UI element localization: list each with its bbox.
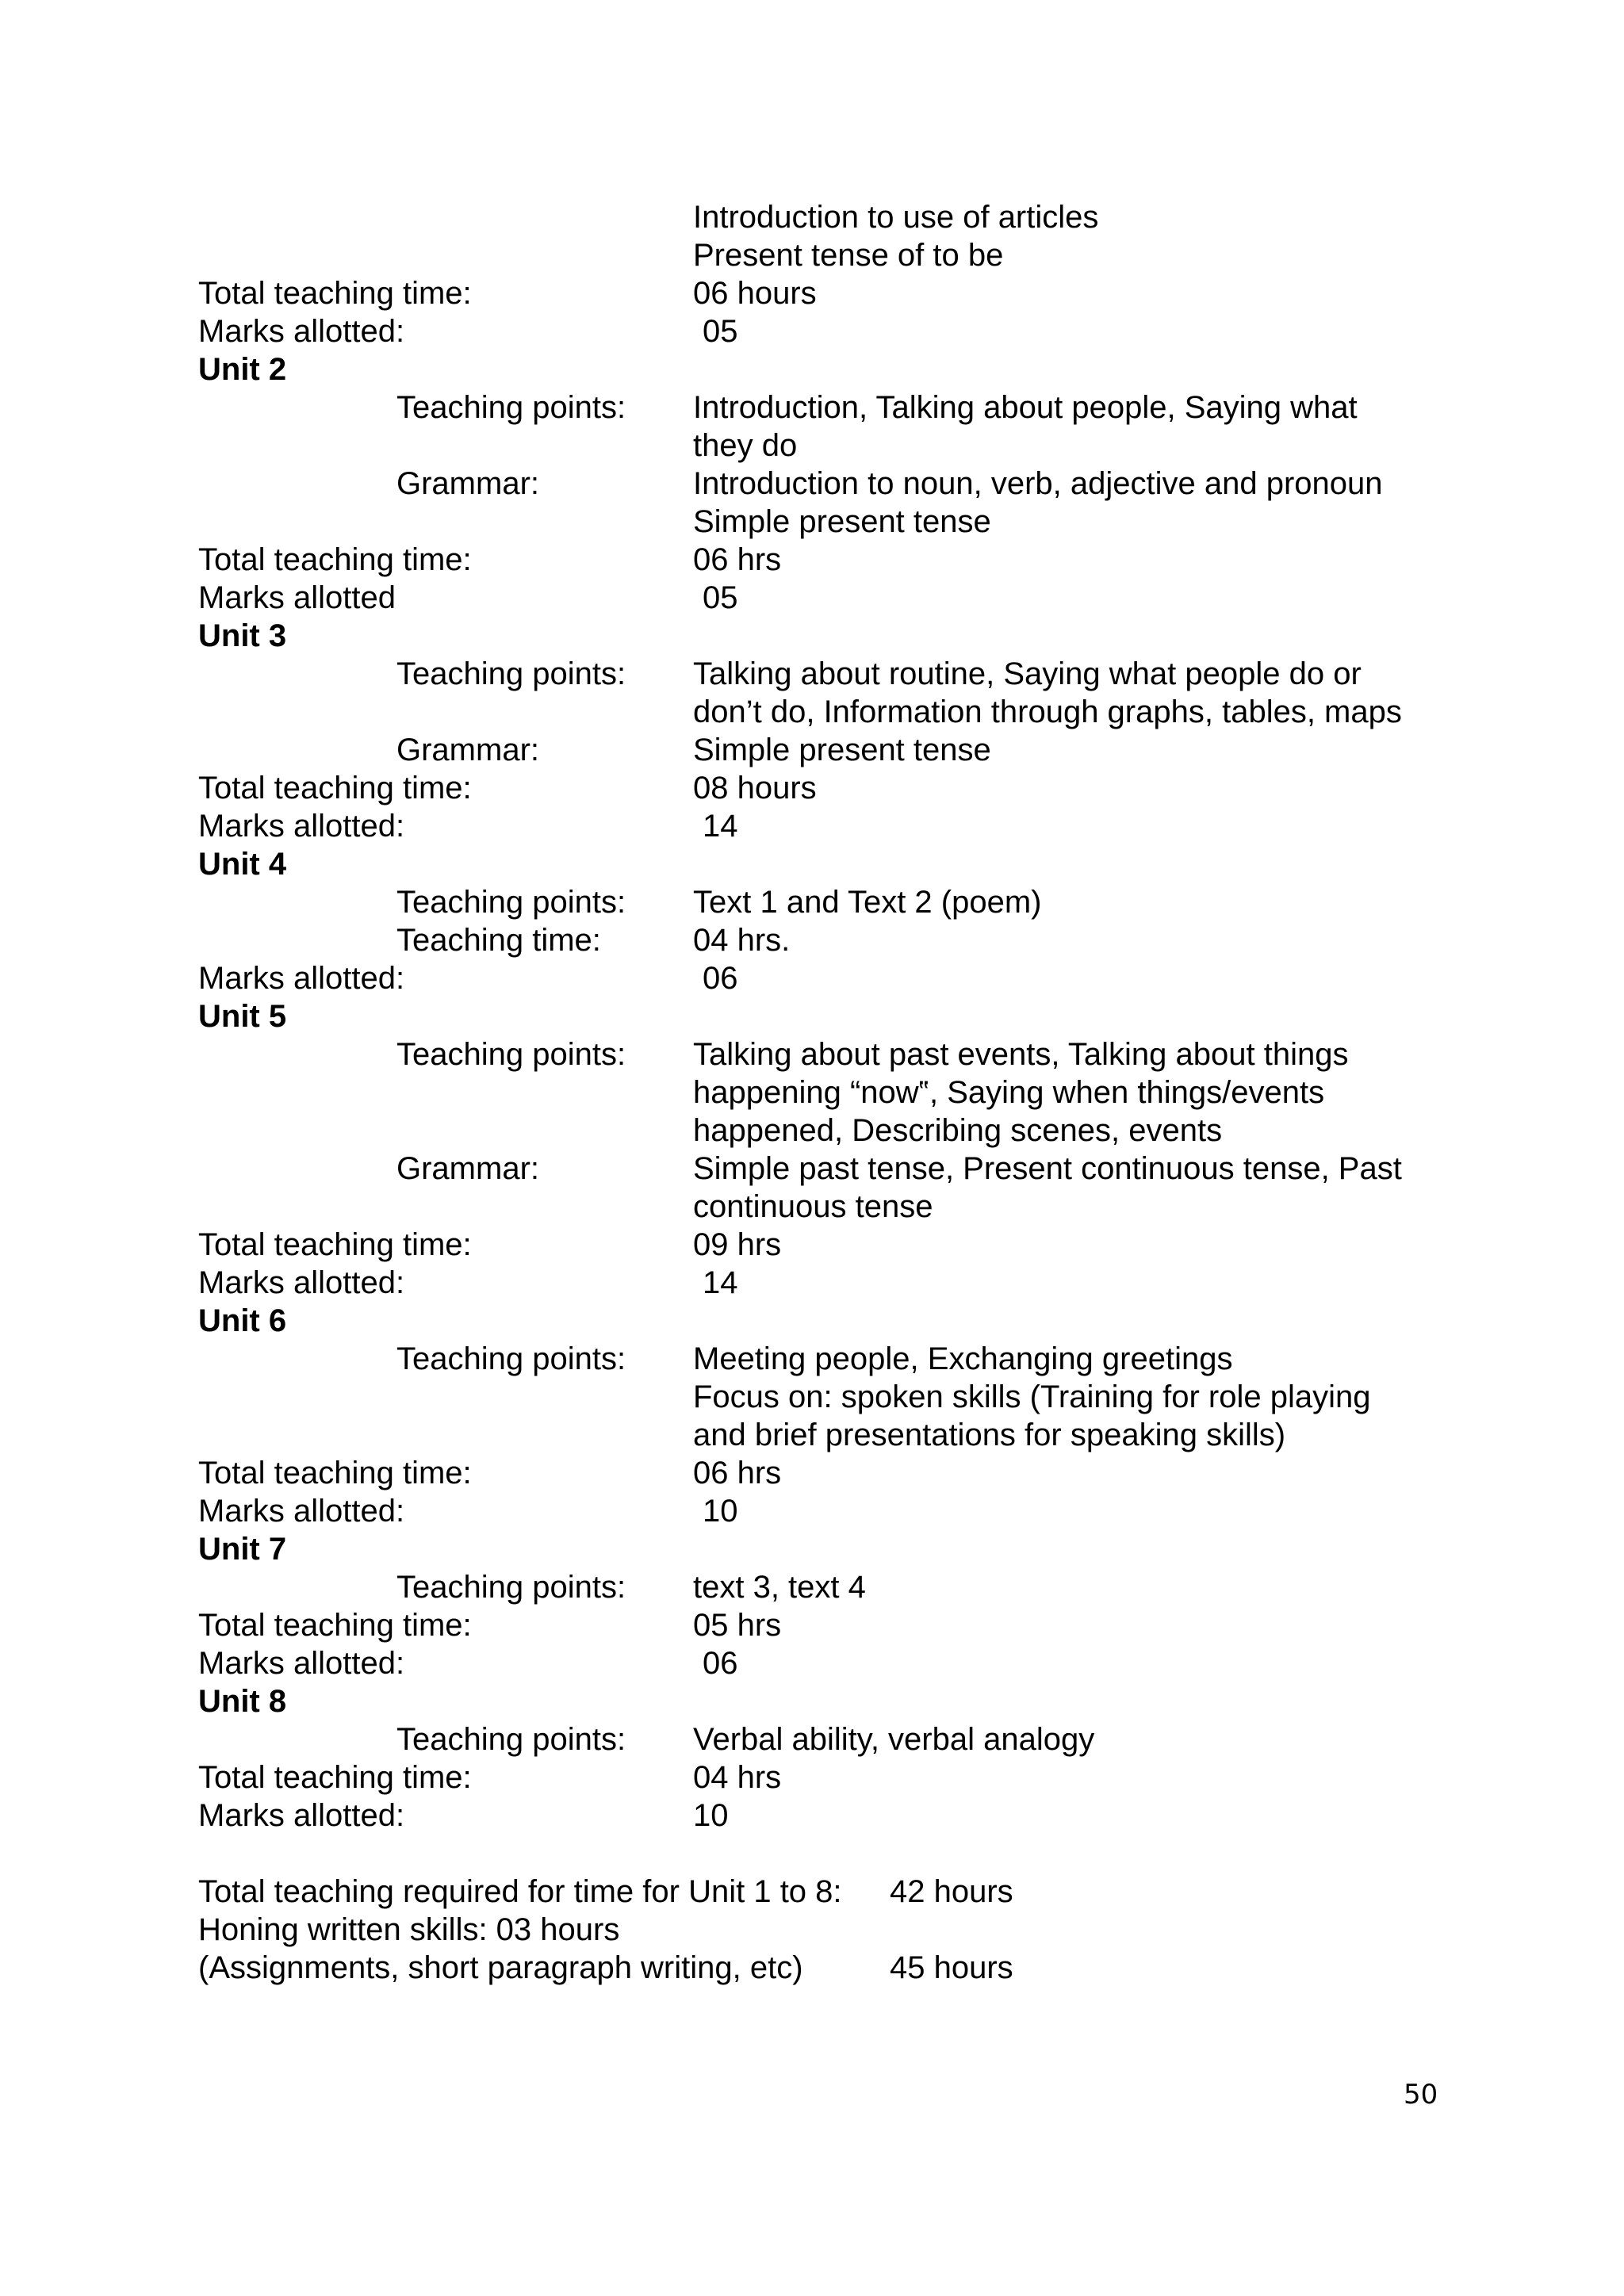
unit5-total-time-row: Total teaching time: 09 hrs — [198, 1227, 782, 1262]
unit1-total-time-row: Total teaching time: 06 hours — [198, 276, 817, 311]
unit4-teaching-points-row: Teaching points: Text 1 and Text 2 (poem) — [396, 885, 1042, 920]
unit6-teaching-points-row: Teaching points: Meeting people, Exchanging greetings — [396, 1341, 1233, 1376]
unit8-total-time-row: Total teaching time: 04 hrs — [198, 1760, 782, 1795]
unit6-teaching-points-cont-2: and brief presentations for speaking skills) — [693, 1418, 1286, 1452]
unit6-total-time-row: Total teaching time: 06 hrs — [198, 1456, 782, 1490]
unit3-teaching-points-cont: don’t do, Information through graphs, tables, maps — [693, 695, 1402, 729]
unit2-marks-row: Marks allotted 05 — [198, 580, 738, 615]
summary-honing-row: Honing written skills: 03 hours — [198, 1912, 620, 1947]
unit4-heading: Unit 4 — [198, 847, 287, 882]
unit6-marks-row: Marks allotted: 10 — [198, 1494, 738, 1529]
unit2-heading: Unit 2 — [198, 352, 287, 387]
summary-assignments-row: (Assignments, short paragraph writing, etc) 45 hours — [198, 1950, 1013, 1985]
unit3-grammar-row: Grammar: Simple present tense — [396, 733, 991, 767]
unit3-marks-row: Marks allotted: 14 — [198, 809, 738, 844]
unit7-total-time-row: Total teaching time: 05 hrs — [198, 1608, 782, 1643]
unit4-teaching-time-row: Teaching time: 04 hrs. — [396, 923, 791, 958]
unit8-marks-row: Marks allotted: 10 — [198, 1798, 729, 1833]
unit4-marks-row: Marks allotted: 06 — [198, 961, 738, 996]
unit5-grammar-cont: continuous tense — [693, 1189, 933, 1224]
unit6-teaching-points-cont-1: Focus on: spoken skills (Training for role playing — [693, 1380, 1371, 1414]
unit5-teaching-points-cont-1: happening “now‟, Saying when things/events — [693, 1075, 1325, 1110]
unit1-grammar-line-1: Introduction to use of articles — [693, 200, 1099, 235]
unit5-heading: Unit 5 — [198, 999, 287, 1034]
unit2-teaching-points-row: Teaching points: Introduction, Talking about people, Saying what — [396, 390, 1358, 425]
unit5-grammar-row: Grammar: Simple past tense, Present continuous tense, Past — [396, 1151, 1402, 1186]
unit1-grammar-line-2: Present tense of to be — [693, 238, 1004, 273]
unit6-heading: Unit 6 — [198, 1303, 287, 1338]
unit8-heading: Unit 8 — [198, 1684, 287, 1719]
summary-total-row: Total teaching required for time for Unit 1 to 8: 42 hours — [198, 1874, 1013, 1909]
unit7-marks-row: Marks allotted: 06 — [198, 1646, 738, 1681]
unit2-total-time-row: Total teaching time: 06 hrs — [198, 542, 782, 577]
unit2-grammar-row: Grammar: Introduction to noun, verb, adjective and pronoun — [396, 466, 1383, 501]
unit5-marks-row: Marks allotted: 14 — [198, 1265, 738, 1300]
unit5-teaching-points-row: Teaching points: Talking about past events, Talking about things — [396, 1037, 1349, 1072]
unit5-teaching-points-cont-2: happened, Describing scenes, events — [693, 1113, 1223, 1148]
unit7-teaching-points-row: Teaching points: text 3, text 4 — [396, 1570, 866, 1605]
unit7-heading: Unit 7 — [198, 1532, 287, 1567]
unit3-teaching-points-row: Teaching points: Talking about routine, Saying what people do or — [396, 656, 1362, 691]
unit2-grammar-cont: Simple present tense — [693, 504, 991, 539]
unit2-teaching-points-cont: they do — [693, 428, 798, 463]
page-number: 50 — [1404, 2079, 1438, 2110]
unit3-total-time-row: Total teaching time: 08 hours — [198, 771, 817, 806]
unit3-heading: Unit 3 — [198, 618, 287, 653]
unit8-teaching-points-row: Teaching points: Verbal ability, verbal analogy — [396, 1722, 1095, 1757]
unit1-marks-row: Marks allotted: 05 — [198, 314, 738, 349]
